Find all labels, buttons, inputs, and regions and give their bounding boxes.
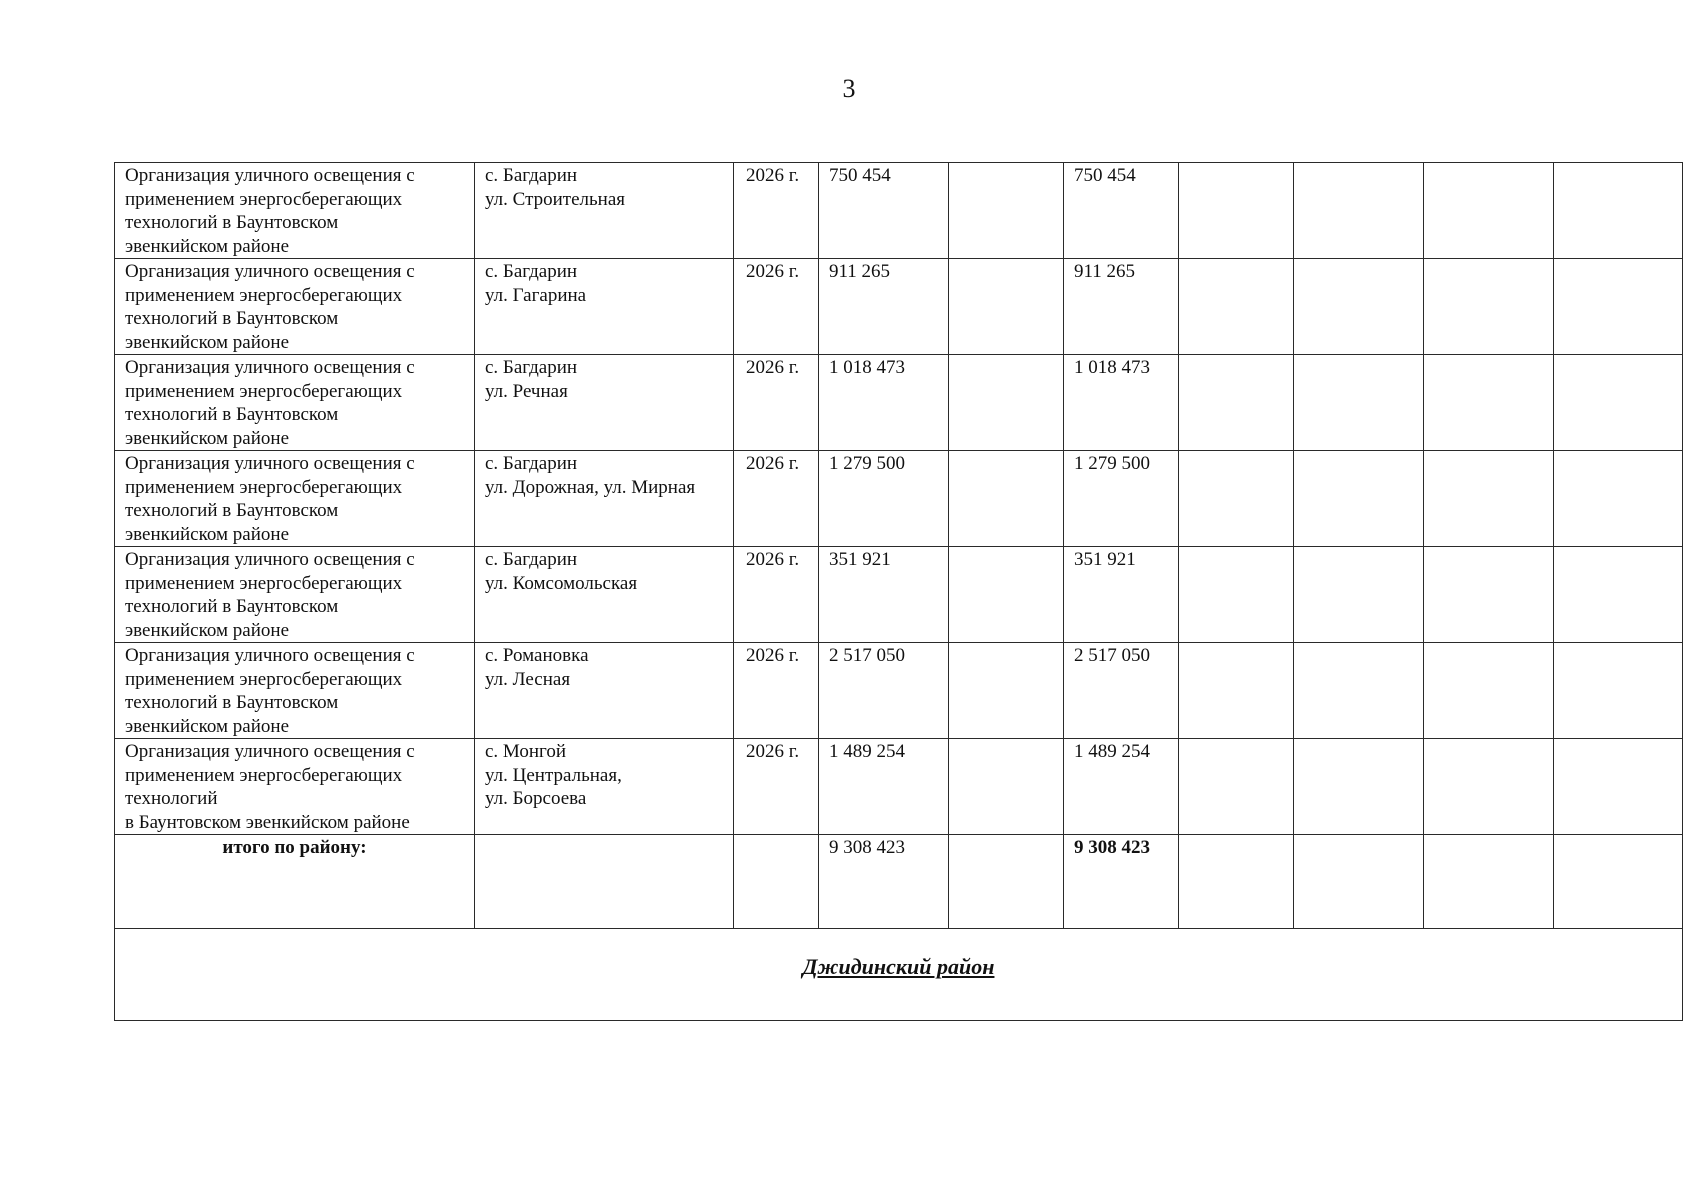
empty-cell xyxy=(1424,355,1554,451)
empty-cell xyxy=(1424,259,1554,355)
empty-cell xyxy=(1554,547,1683,643)
amount-cell: 351 921 xyxy=(819,547,949,643)
total-amount: 9 308 423 xyxy=(819,835,949,929)
empty-cell xyxy=(1554,259,1683,355)
location-cell: с. Романовка ул. Лесная xyxy=(475,643,734,739)
empty-cell xyxy=(1294,451,1424,547)
empty-cell xyxy=(1179,355,1294,451)
year-cell: 2026 г. xyxy=(734,163,819,259)
year-cell: 2026 г. xyxy=(734,739,819,835)
amount-cell: 1 018 473 xyxy=(819,355,949,451)
empty-cell xyxy=(1424,451,1554,547)
empty-cell xyxy=(949,451,1064,547)
location-cell: с. Багдарин ул. Комсомольская xyxy=(475,547,734,643)
empty-cell xyxy=(1554,835,1683,929)
empty-cell xyxy=(949,259,1064,355)
project-name-cell: Организация уличного освещения с применением энергосберегающих технологий в Баунтовском эвенкийском районе xyxy=(115,163,475,259)
project-name-cell: Организация уличного освещения с применением энергосберегающих технологий в Баунтовском эвенкийском районе xyxy=(115,547,475,643)
empty-cell xyxy=(734,835,819,929)
table-row xyxy=(115,739,1683,835)
location-cell: с. Багдарин ул. Гагарина xyxy=(475,259,734,355)
table-row xyxy=(115,643,1683,739)
year-cell: 2026 г. xyxy=(734,643,819,739)
amount-cell: 2 517 050 xyxy=(819,643,949,739)
empty-cell xyxy=(1179,259,1294,355)
empty-cell xyxy=(1294,547,1424,643)
amount-cell: 1 489 254 xyxy=(819,739,949,835)
empty-cell xyxy=(1424,163,1554,259)
empty-cell xyxy=(1424,835,1554,929)
total-row xyxy=(115,835,1683,929)
table-row xyxy=(115,451,1683,547)
empty-cell xyxy=(1554,451,1683,547)
empty-cell xyxy=(949,739,1064,835)
empty-cell xyxy=(1294,163,1424,259)
empty-cell xyxy=(1179,643,1294,739)
amount-cell: 750 454 xyxy=(1064,163,1179,259)
amount-cell: 911 265 xyxy=(1064,259,1179,355)
budget-table xyxy=(114,162,1683,1021)
empty-cell xyxy=(1294,739,1424,835)
empty-cell xyxy=(949,835,1064,929)
empty-cell xyxy=(1179,739,1294,835)
empty-cell xyxy=(1554,643,1683,739)
location-cell: с. Монгой ул. Центральная, ул. Борсоева xyxy=(475,739,734,835)
table-row xyxy=(115,355,1683,451)
empty-cell xyxy=(1424,739,1554,835)
year-cell: 2026 г. xyxy=(734,355,819,451)
empty-cell xyxy=(949,643,1064,739)
location-cell: с. Багдарин ул. Речная xyxy=(475,355,734,451)
table-row xyxy=(115,259,1683,355)
empty-cell xyxy=(1554,739,1683,835)
project-name-cell: Организация уличного освещения с применением энергосберегающих технологий в Баунтовском эвенкийском районе xyxy=(115,739,475,835)
empty-cell xyxy=(949,163,1064,259)
total-label: итого по району: xyxy=(115,835,475,929)
empty-cell xyxy=(1179,163,1294,259)
amount-cell: 2 517 050 xyxy=(1064,643,1179,739)
page-number: 3 xyxy=(842,74,856,103)
amount-cell: 1 279 500 xyxy=(1064,451,1179,547)
amount-cell: 911 265 xyxy=(819,259,949,355)
empty-cell xyxy=(1179,451,1294,547)
year-cell: 2026 г. xyxy=(734,451,819,547)
empty-cell xyxy=(475,835,734,929)
empty-cell xyxy=(949,355,1064,451)
amount-cell: 1 018 473 xyxy=(1064,355,1179,451)
district-cell xyxy=(115,929,1683,1021)
table-row xyxy=(115,163,1683,259)
empty-cell xyxy=(1294,643,1424,739)
total-amount-bold: 9 308 423 xyxy=(1064,835,1179,929)
location-cell: с. Багдарин ул. Дорожная, ул. Мирная xyxy=(475,451,734,547)
empty-cell xyxy=(1294,259,1424,355)
amount-cell: 750 454 xyxy=(819,163,949,259)
empty-cell xyxy=(1554,355,1683,451)
amount-cell: 1 489 254 xyxy=(1064,739,1179,835)
empty-cell xyxy=(1554,163,1683,259)
empty-cell xyxy=(1179,547,1294,643)
year-cell: 2026 г. xyxy=(734,547,819,643)
table-row xyxy=(115,547,1683,643)
empty-cell xyxy=(1179,835,1294,929)
project-name-cell: Организация уличного освещения с применением энергосберегающих технологий в Баунтовском эвенкийском районе xyxy=(115,355,475,451)
district-row xyxy=(115,929,1683,1021)
year-cell: 2026 г. xyxy=(734,259,819,355)
project-name-cell: Организация уличного освещения с применением энергосберегающих технологий в Баунтовском эвенкийском районе xyxy=(115,451,475,547)
empty-cell xyxy=(949,547,1064,643)
empty-cell xyxy=(1294,835,1424,929)
empty-cell xyxy=(1294,355,1424,451)
project-name-cell: Организация уличного освещения с применением энергосберегающих технологий в Баунтовском эвенкийском районе xyxy=(115,259,475,355)
project-name-cell: Организация уличного освещения с применением энергосберегающих технологий в Баунтовском эвенкийском районе xyxy=(115,643,475,739)
amount-cell: 351 921 xyxy=(1064,547,1179,643)
empty-cell xyxy=(1424,643,1554,739)
amount-cell: 1 279 500 xyxy=(819,451,949,547)
empty-cell xyxy=(1424,547,1554,643)
location-cell: с. Багдарин ул. Строительная xyxy=(475,163,734,259)
district-title: Джидинский район xyxy=(802,953,995,979)
